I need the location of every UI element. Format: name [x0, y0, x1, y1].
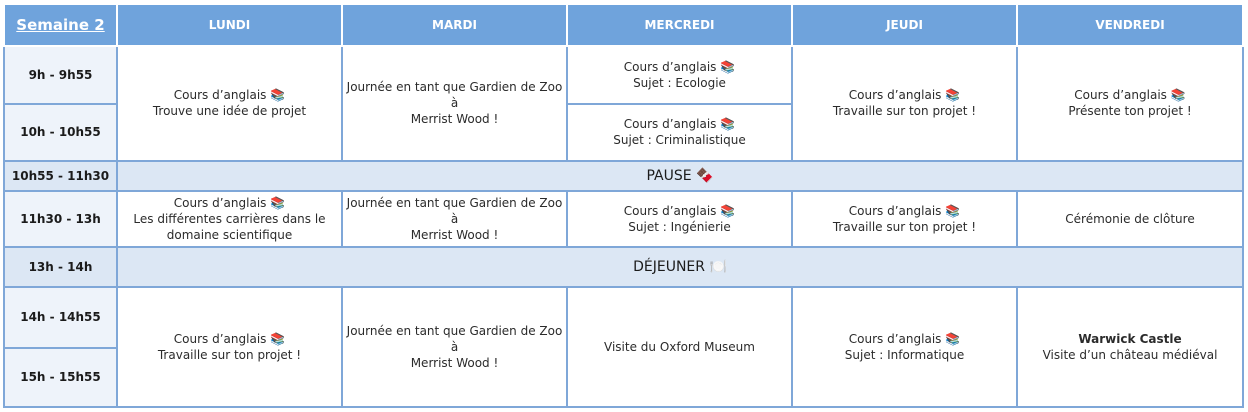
- books-icon: 📚: [270, 332, 286, 347]
- event-detail: Sujet : Ingénierie: [628, 219, 731, 234]
- event-detail: Travaille sur ton projet !: [832, 104, 977, 119]
- table-row: [4, 287, 1243, 347]
- day-header-vendredi: VENDREDI: [1017, 4, 1243, 46]
- event-title: Cours d’anglais: [623, 117, 717, 132]
- time-slot: 9h - 9h55: [4, 46, 117, 104]
- event-cell-vendredi-afternoon: [1017, 287, 1243, 407]
- event-detail: domaine scientifique: [166, 227, 293, 242]
- time-slot: 15h - 15h55: [4, 348, 117, 407]
- event-detail: Sujet : Criminalistique: [613, 133, 746, 148]
- event-cell-lundi-afternoon: [117, 287, 342, 407]
- event-title: Cérémonie de clôture: [1065, 211, 1195, 226]
- event-title: Cours d’anglais: [848, 88, 942, 103]
- event-cell-vendredi-midday: [1017, 191, 1243, 247]
- event-detail: Travaille sur ton projet !: [157, 348, 302, 363]
- event-cell-mercredi-midday: [567, 191, 792, 247]
- event-cell-mardi-afternoon: [342, 287, 567, 407]
- books-icon: 📚: [1170, 88, 1186, 103]
- event-detail: Trouve une idée de projet: [152, 104, 307, 119]
- event-title: Cours d’anglais: [623, 60, 717, 75]
- table-row: [4, 161, 1243, 191]
- day-header-jeudi: JEUDI: [792, 4, 1017, 46]
- event-cell-mercredi-morning-1: [567, 46, 792, 104]
- event-cell-mercredi-afternoon: [567, 287, 792, 407]
- table-row: [4, 247, 1243, 287]
- plate-icon: 🍽️: [709, 259, 727, 276]
- event-cell-mardi-morning: [342, 46, 567, 161]
- time-slot: 14h - 14h55: [4, 287, 117, 347]
- event-detail: Merrist Wood !: [410, 356, 499, 371]
- pause-label: PAUSE: [646, 167, 692, 184]
- event-detail: Présente ton projet !: [1068, 104, 1192, 119]
- books-icon: 📚: [945, 203, 961, 218]
- books-icon: 📚: [945, 332, 961, 347]
- event-cell-vendredi-morning: [1017, 46, 1243, 161]
- time-slot: 10h - 10h55: [4, 104, 117, 160]
- books-icon: 📚: [720, 117, 736, 132]
- event-detail: Sujet : Ecologie: [633, 76, 726, 91]
- event-cell-jeudi-morning: [792, 46, 1017, 161]
- event-title: Journée en tant que Gardien de Zoo à: [346, 80, 563, 111]
- weekly-schedule-table: [3, 3, 1244, 408]
- event-detail: Sujet : Informatique: [844, 348, 965, 363]
- chocolate-icon: 🍫: [696, 167, 714, 184]
- event-title: Journée en tant que Gardien de Zoo à: [346, 195, 563, 226]
- books-icon: 📚: [720, 203, 736, 218]
- event-title: Cours d’anglais: [623, 203, 717, 218]
- event-detail: Merrist Wood !: [410, 112, 499, 127]
- week-title: Semaine 2: [4, 4, 117, 46]
- event-title: Warwick Castle: [1078, 332, 1182, 347]
- books-icon: 📚: [720, 60, 736, 75]
- time-slot: 13h - 14h: [4, 247, 117, 287]
- table-row: [4, 191, 1243, 247]
- day-header-lundi: LUNDI: [117, 4, 342, 46]
- event-title: Cours d’anglais: [848, 332, 942, 347]
- event-cell-mardi-midday: [342, 191, 567, 247]
- event-cell-lundi-morning: [117, 46, 342, 161]
- table-row: [4, 46, 1243, 104]
- event-detail: Merrist Wood !: [410, 227, 499, 242]
- event-title: Cours d’anglais: [173, 332, 267, 347]
- event-title: Cours d’anglais: [173, 195, 267, 210]
- time-slot: 11h30 - 13h: [4, 191, 117, 247]
- event-cell-lundi-midday: [117, 191, 342, 247]
- event-title: Cours d’anglais: [173, 88, 267, 103]
- books-icon: 📚: [945, 88, 961, 103]
- books-icon: 📚: [270, 88, 286, 103]
- event-cell-jeudi-midday: [792, 191, 1017, 247]
- event-detail: Visite d’un château médiéval: [1042, 348, 1218, 363]
- day-header-mardi: MARDI: [342, 4, 567, 46]
- event-title: Journée en tant que Gardien de Zoo à: [346, 324, 563, 355]
- books-icon: 📚: [270, 195, 286, 210]
- pause-row: [117, 161, 1243, 191]
- event-title: Visite du Oxford Museum: [604, 340, 755, 355]
- header-row: [4, 4, 1243, 46]
- event-cell-mercredi-morning-2: [567, 104, 792, 160]
- time-slot: 10h55 - 11h30: [4, 161, 117, 191]
- event-title: Cours d’anglais: [848, 203, 942, 218]
- day-header-mercredi: MERCREDI: [567, 4, 792, 46]
- event-title: Cours d’anglais: [1074, 88, 1167, 103]
- event-detail: Travaille sur ton projet !: [832, 219, 977, 234]
- event-cell-jeudi-afternoon: [792, 287, 1017, 407]
- lunch-label: DÉJEUNER: [633, 259, 705, 276]
- lunch-row: [117, 247, 1243, 287]
- event-detail: Les différentes carrières dans le: [133, 211, 326, 226]
